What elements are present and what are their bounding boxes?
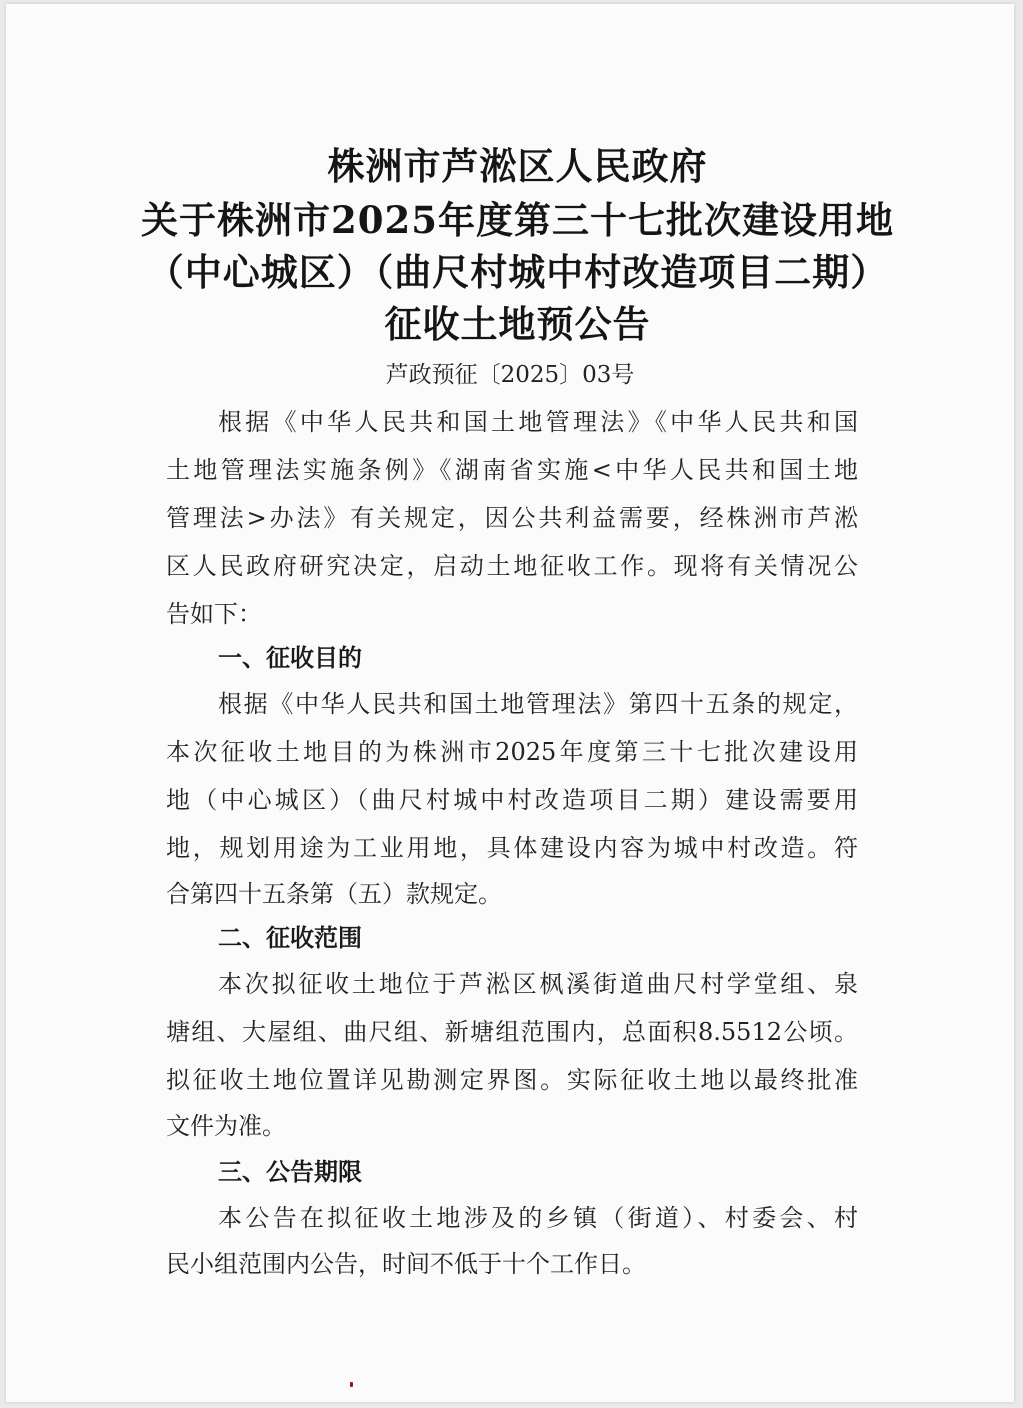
intro-line: 根据《中华人民共和国土地管理法》《中华人民共和国 — [218, 408, 858, 436]
title-line-4: 征收土地预公告 — [384, 302, 651, 346]
title-line-3: （中心城区）（曲尺村城中村改造项目二期） — [146, 250, 889, 294]
scan-speck — [350, 1382, 353, 1387]
document-page — [6, 4, 1014, 1402]
intro-line: 区人民政府研究决定，启动土地征收工作。现将有关情况公 — [166, 552, 858, 580]
title-line-2: 关于株洲市2025年度第三十七批次建设用地 — [141, 198, 894, 242]
section-line: 文件为准。 — [166, 1112, 286, 1140]
section-line: 根据《中华人民共和国土地管理法》第四十五条的规定， — [218, 690, 858, 718]
section-heading-period: 三、公告期限 — [218, 1158, 362, 1186]
title-line-1: 株洲市芦淞区人民政府 — [327, 144, 708, 188]
section-line: 塘组、大屋组、曲尺组、新塘组范围内，总面积8.5512公顷。 — [166, 1018, 858, 1046]
intro-line: 管理法>办法》有关规定，因公共利益需要，经株洲市芦淞 — [166, 504, 858, 532]
document-body — [6, 4, 1014, 1402]
section-heading-scope: 二、征收范围 — [218, 924, 362, 952]
section-line: 拟征收土地位置详见勘测定界图。实际征收土地以最终批准 — [166, 1066, 858, 1094]
intro-line: 告如下： — [166, 600, 262, 628]
section-line: 本公告在拟征收土地涉及的乡镇（街道）、村委会、村 — [218, 1204, 858, 1232]
intro-line: 土地管理法实施条例》《湖南省实施<中华人民共和国土地 — [166, 456, 858, 484]
section-line: 本次拟征收土地位于芦淞区枫溪街道曲尺村学堂组、泉 — [218, 970, 858, 998]
section-line: 合第四十五条第（五）款规定。 — [166, 880, 502, 908]
section-line: 地（中心城区）（曲尺村城中村改造项目二期）建设需要用 — [166, 786, 858, 814]
section-heading-purpose: 一、征收目的 — [218, 644, 362, 672]
section-line: 本次征收土地目的为株洲市2025年度第三十七批次建设用 — [166, 738, 858, 766]
section-line: 民小组范围内公告，时间不低于十个工作日。 — [166, 1250, 646, 1278]
document-number: 芦政预征〔2025〕03号 — [385, 362, 635, 388]
section-line: 地，规划用途为工业用地，具体建设内容为城中村改造。符 — [166, 834, 858, 862]
